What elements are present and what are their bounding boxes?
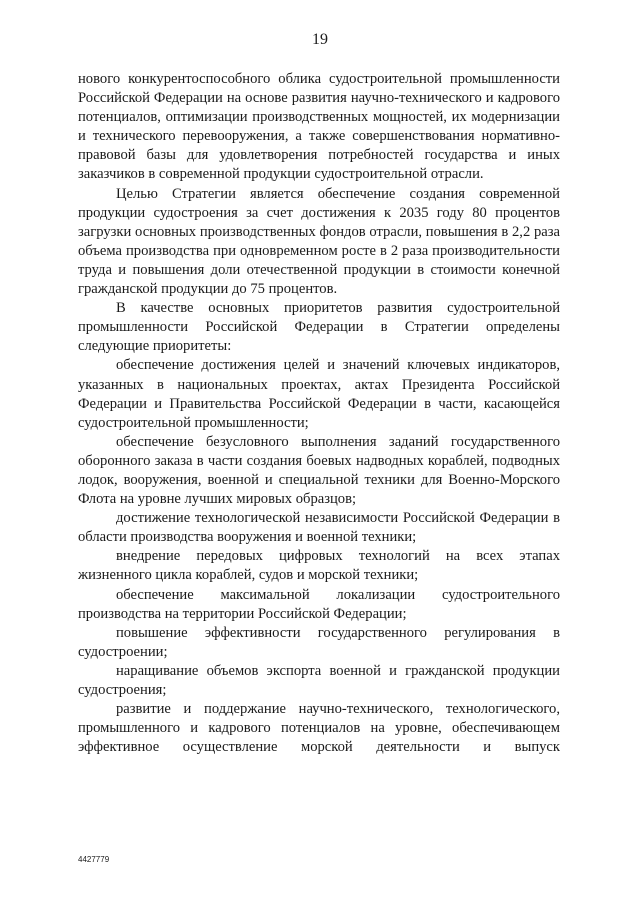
priority-item: наращивание объемов экспорта военной и гражданской продукции судостроения; (78, 662, 560, 698)
priority-item: обеспечение достижения целей и значений ключевых индикаторов, указанных в национальных проектах, актах Президента Российской Федерации и Правительства Российской Федерации в части, касающейся судостроительной промышленности; (78, 357, 560, 431)
page-number: 19 (312, 31, 328, 48)
paragraph-strategy-goal: Целью Стратегии является обеспечение создания современной продукции судостроения за счет достижения к 2035 году 80 процентов загрузки основных производственных фондов отрасли, повышения в 2,2 раза объема производства при одновременном росте в 2 раза производительности труда и повышения доли отечественной продукции в стоимости конечной гражданской продукции до 75 процентов. (78, 185, 560, 298)
priority-item: обеспечение максимальной локализации судостроительного производства на территории Российской Федерации; (78, 586, 560, 622)
priority-item: внедрение передовых цифровых технологий на всех этапах жизненного цикла кораблей, судов и морской техники; (78, 548, 560, 584)
document-body (78, 70, 560, 757)
priority-item: обеспечение безусловного выполнения заданий государственного оборонного заказа в части создания боевых надводных кораблей, подводных лодок, вооружения, военной и специальной техники для Военно-Морского Флота на уровне лучших мировых образцов; (78, 433, 560, 508)
priority-item: развитие и поддержание научно-технического, технологического, промышленного и кадрового потенциалов на уровне, обеспечивающем эффективное осуществление морской деятельности и выпуск (78, 701, 560, 756)
paragraph-continuation: нового конкурентоспособного облика судостроительной промышленности Российской Федерации на основе развития научно-технического и кадрового потенциалов, оптимизации производственных мощностей, их модернизации и технического перевооружения, а также совершенствования нормативно-правовой базы для удовлетворения потребностей государства и иных заказчиков в современной продукции судостроительной отрасли. (78, 71, 560, 183)
priority-item: достижение технологической независимости Российской Федерации в области производства вооружения и военной техники; (78, 510, 560, 546)
priority-item: повышение эффективности государственного регулирования в судостроении; (78, 624, 560, 660)
document-code: 4427779 (78, 855, 110, 864)
paragraph-priorities-intro: В качестве основных приоритетов развития судостроительной промышленности Российской Федерации в Стратегии определены следующие приоритеты: (78, 300, 560, 355)
